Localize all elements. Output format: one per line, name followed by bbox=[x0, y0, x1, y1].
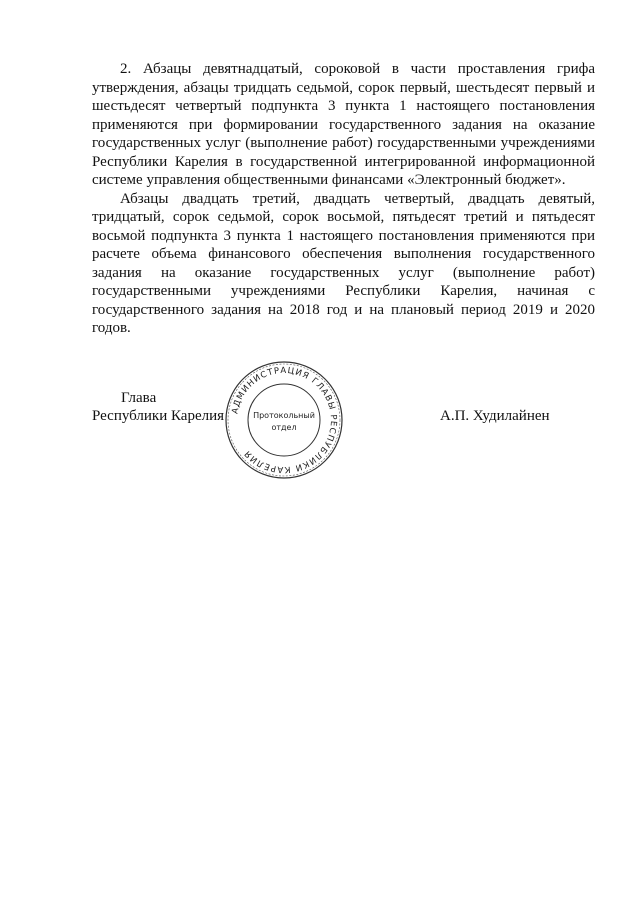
stamp-inner-ring bbox=[248, 384, 320, 456]
stamp-outer-ring bbox=[226, 362, 342, 478]
signature-title: Глава bbox=[121, 390, 157, 406]
stamp-inner-line1: Протокольный bbox=[253, 411, 315, 420]
paragraph-3: Абзацы двадцать третий, двадцать четвертый, двадцать девятый, тридцатый, сорок седьмой, сорок восьмой, пятьдесят третий и пятьдесят восьмой подпункта 3 пункта 1 настоящего постановления применяются при расчете объема финансового обеспечения выполнения государственного задания на оказание государственных услуг (выполнение работ) государственными учреждениями Республики Карелия, начиная с государственного задания на 2018 год и на плановый период 2019 и 2020 годов. bbox=[92, 190, 595, 336]
stamp-outer-ring-inner bbox=[228, 364, 340, 476]
stamp-graphic bbox=[218, 360, 350, 480]
stamp-ring-text: АДМИНИСТРАЦИЯ ГЛАВЫ РЕСПУБЛИКИ КАРЕЛИЯ bbox=[230, 365, 339, 475]
stamp-inner-line2: отдел bbox=[271, 423, 297, 432]
paragraph-2: 2. Абзацы девятнадцатый, сороковой в части проставления грифа утверждения, абзацы тридцать седьмой, сорок первый, шестьдесят первый и шестьдесят четвертый подпункта 3 пункта 1 настоящего постановления применяются при формировании государственного задания на оказание государственных услуг (выполнение работ) государственными учреждениями Республики Карелия в государственной интегрированной информационной системе управления общественными финансами «Электронный бюджет». bbox=[92, 61, 595, 188]
signature-region: Республики Карелия bbox=[92, 408, 225, 424]
signature-name: А.П. Худилайнен bbox=[440, 408, 550, 424]
document-body bbox=[92, 60, 595, 338]
official-stamp bbox=[218, 360, 350, 480]
